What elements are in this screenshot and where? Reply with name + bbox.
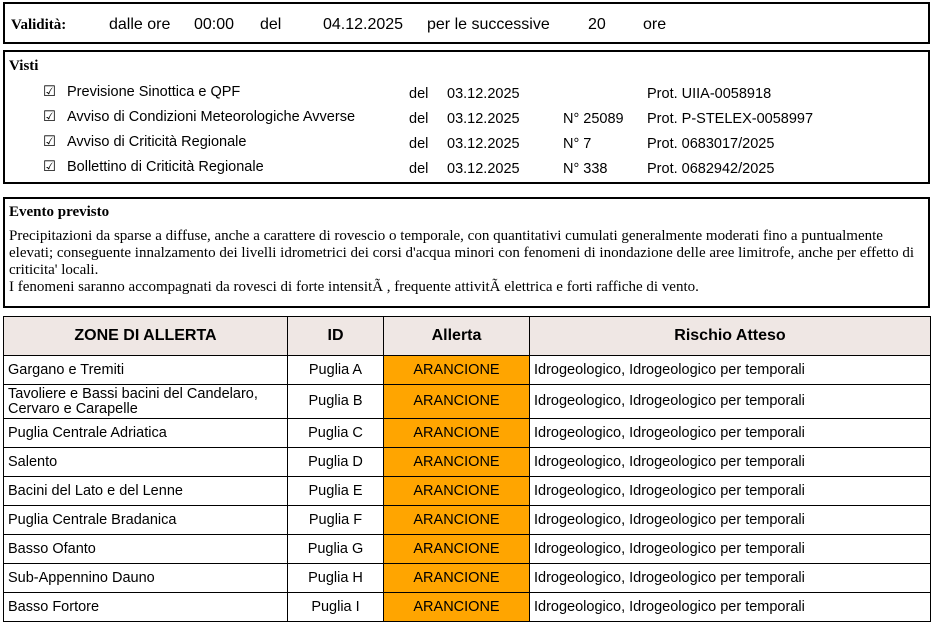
visti-item-date: 03.12.2025: [447, 111, 520, 127]
table-header-row: [4, 317, 931, 356]
dalle-ore-label: dalle ore: [109, 16, 171, 33]
header-rischio: Rischio Atteso: [530, 317, 931, 356]
evento-box: [3, 197, 930, 308]
zone-name-cell: Salento: [4, 448, 288, 477]
risk-cell: Idrogeologico, Idrogeologico per temporali: [530, 477, 931, 506]
table-row: [4, 506, 931, 535]
zone-name-cell: Bacini del Lato e del Lenne: [4, 477, 288, 506]
alert-level-cell: ARANCIONE: [384, 593, 530, 622]
evento-title: Evento previsto: [9, 204, 110, 220]
zone-name-cell: Basso Ofanto: [4, 535, 288, 564]
visti-item-label: Avviso di Criticità Regionale: [67, 134, 247, 150]
visti-box: [3, 50, 930, 184]
zone-id-cell: Puglia C: [288, 419, 384, 448]
risk-cell: Idrogeologico, Idrogeologico per temporali: [530, 356, 931, 385]
validita-time: 00:00: [194, 16, 235, 33]
zone-id-cell: Puglia D: [288, 448, 384, 477]
zone-name-cell: Gargano e Tremiti: [4, 356, 288, 385]
checkbox-checked-icon: ☑: [43, 159, 56, 175]
zone-name-cell: Tavoliere e Bassi bacini del Candelaro, Cervaro e Carapelle: [4, 385, 288, 419]
validita-label: Validità:: [11, 17, 67, 33]
risk-cell: Idrogeologico, Idrogeologico per temporali: [530, 506, 931, 535]
zone-id-cell: Puglia A: [288, 356, 384, 385]
alert-level-cell: ARANCIONE: [384, 506, 530, 535]
zone-id-cell: Puglia B: [288, 385, 384, 419]
alert-level-cell: ARANCIONE: [384, 448, 530, 477]
table-row: [4, 356, 931, 385]
checkbox-checked-icon: ☑: [43, 109, 56, 125]
visti-item-del: del: [409, 86, 429, 102]
visti-item-prot: Prot. 0683017/2025: [647, 136, 775, 152]
risk-cell: Idrogeologico, Idrogeologico per temporali: [530, 419, 931, 448]
visti-item-prot: Prot. P-STELEX-0058997: [647, 111, 814, 127]
zone-id-cell: Puglia G: [288, 535, 384, 564]
visti-item-del: del: [409, 161, 429, 177]
header-id: ID: [288, 317, 384, 356]
alert-level-cell: ARANCIONE: [384, 385, 530, 419]
visti-item-label: Previsione Sinottica e QPF: [67, 84, 241, 100]
alert-level-cell: ARANCIONE: [384, 356, 530, 385]
table-row: [4, 419, 931, 448]
alert-level-cell: ARANCIONE: [384, 477, 530, 506]
risk-cell: Idrogeologico, Idrogeologico per temporali: [530, 448, 931, 477]
risk-cell: Idrogeologico, Idrogeologico per temporali: [530, 535, 931, 564]
risk-cell: Idrogeologico, Idrogeologico per temporali: [530, 593, 931, 622]
visti-item-prot: Prot. UIIA-0058918: [647, 86, 772, 102]
table-row: [4, 385, 931, 419]
evento-text: [9, 228, 921, 296]
per-le-successive-label: per le successive: [427, 16, 550, 33]
evento-paragraph-1: Precipitazioni da sparse a diffuse, anche a carattere di rovescio o temporale, con quantitativi cumulati generalmente moderati fino a puntualmente elevati; conseguente innalzamento dei livelli idrometrici dei corsi d'acqua minori con fenomeni di inondazione delle aree limitrofe, anche per effetto di criticita' locali.: [9, 228, 914, 278]
table-row: [4, 593, 931, 622]
visti-item-prot: Prot. 0682942/2025: [647, 161, 775, 177]
alert-level-cell: ARANCIONE: [384, 564, 530, 593]
visti-item-del: del: [409, 111, 429, 127]
visti-title: Visti: [9, 58, 39, 74]
zone-name-cell: Puglia Centrale Bradanica: [4, 506, 288, 535]
visti-item-num: N° 338: [563, 161, 608, 177]
zone-name-cell: Sub-Appennino Dauno: [4, 564, 288, 593]
zone-id-cell: Puglia E: [288, 477, 384, 506]
zone-table: [3, 316, 931, 622]
alert-level-cell: ARANCIONE: [384, 419, 530, 448]
visti-item-del: del: [409, 136, 429, 152]
table-row: [4, 564, 931, 593]
risk-cell: Idrogeologico, Idrogeologico per temporali: [530, 385, 931, 419]
header-allerta: Allerta: [384, 317, 530, 356]
alert-level-cell: ARANCIONE: [384, 535, 530, 564]
visti-item-date: 03.12.2025: [447, 136, 520, 152]
table-row: [4, 448, 931, 477]
visti-item-label: Bollettino di Criticità Regionale: [67, 159, 264, 175]
checkbox-checked-icon: ☑: [43, 84, 56, 100]
zone-name-cell: Puglia Centrale Adriatica: [4, 419, 288, 448]
header-zone: ZONE DI ALLERTA: [4, 317, 288, 356]
table-row: [4, 535, 931, 564]
zone-id-cell: Puglia F: [288, 506, 384, 535]
ore-label: ore: [643, 16, 667, 33]
visti-item-date: 03.12.2025: [447, 161, 520, 177]
evento-paragraph-2: I fenomeni saranno accompagnati da rovesci di forte intensitÃ , frequente attivitÃ elettrica e forti raffiche di vento.: [9, 279, 699, 295]
validita-date: 04.12.2025: [323, 16, 404, 33]
validita-box: [3, 2, 930, 44]
checkbox-checked-icon: ☑: [43, 134, 56, 150]
visti-item-label: Avviso di Condizioni Meteorologiche Avverse: [67, 109, 356, 125]
validita-hours: 20: [588, 16, 606, 33]
visti-item-num: N° 25089: [563, 111, 624, 127]
del-label: del: [260, 16, 282, 33]
zone-name-cell: Basso Fortore: [4, 593, 288, 622]
table-row: [4, 477, 931, 506]
risk-cell: Idrogeologico, Idrogeologico per temporali: [530, 564, 931, 593]
zone-id-cell: Puglia H: [288, 564, 384, 593]
zone-id-cell: Puglia I: [288, 593, 384, 622]
visti-item-date: 03.12.2025: [447, 86, 520, 102]
visti-item-num: N° 7: [563, 136, 592, 152]
